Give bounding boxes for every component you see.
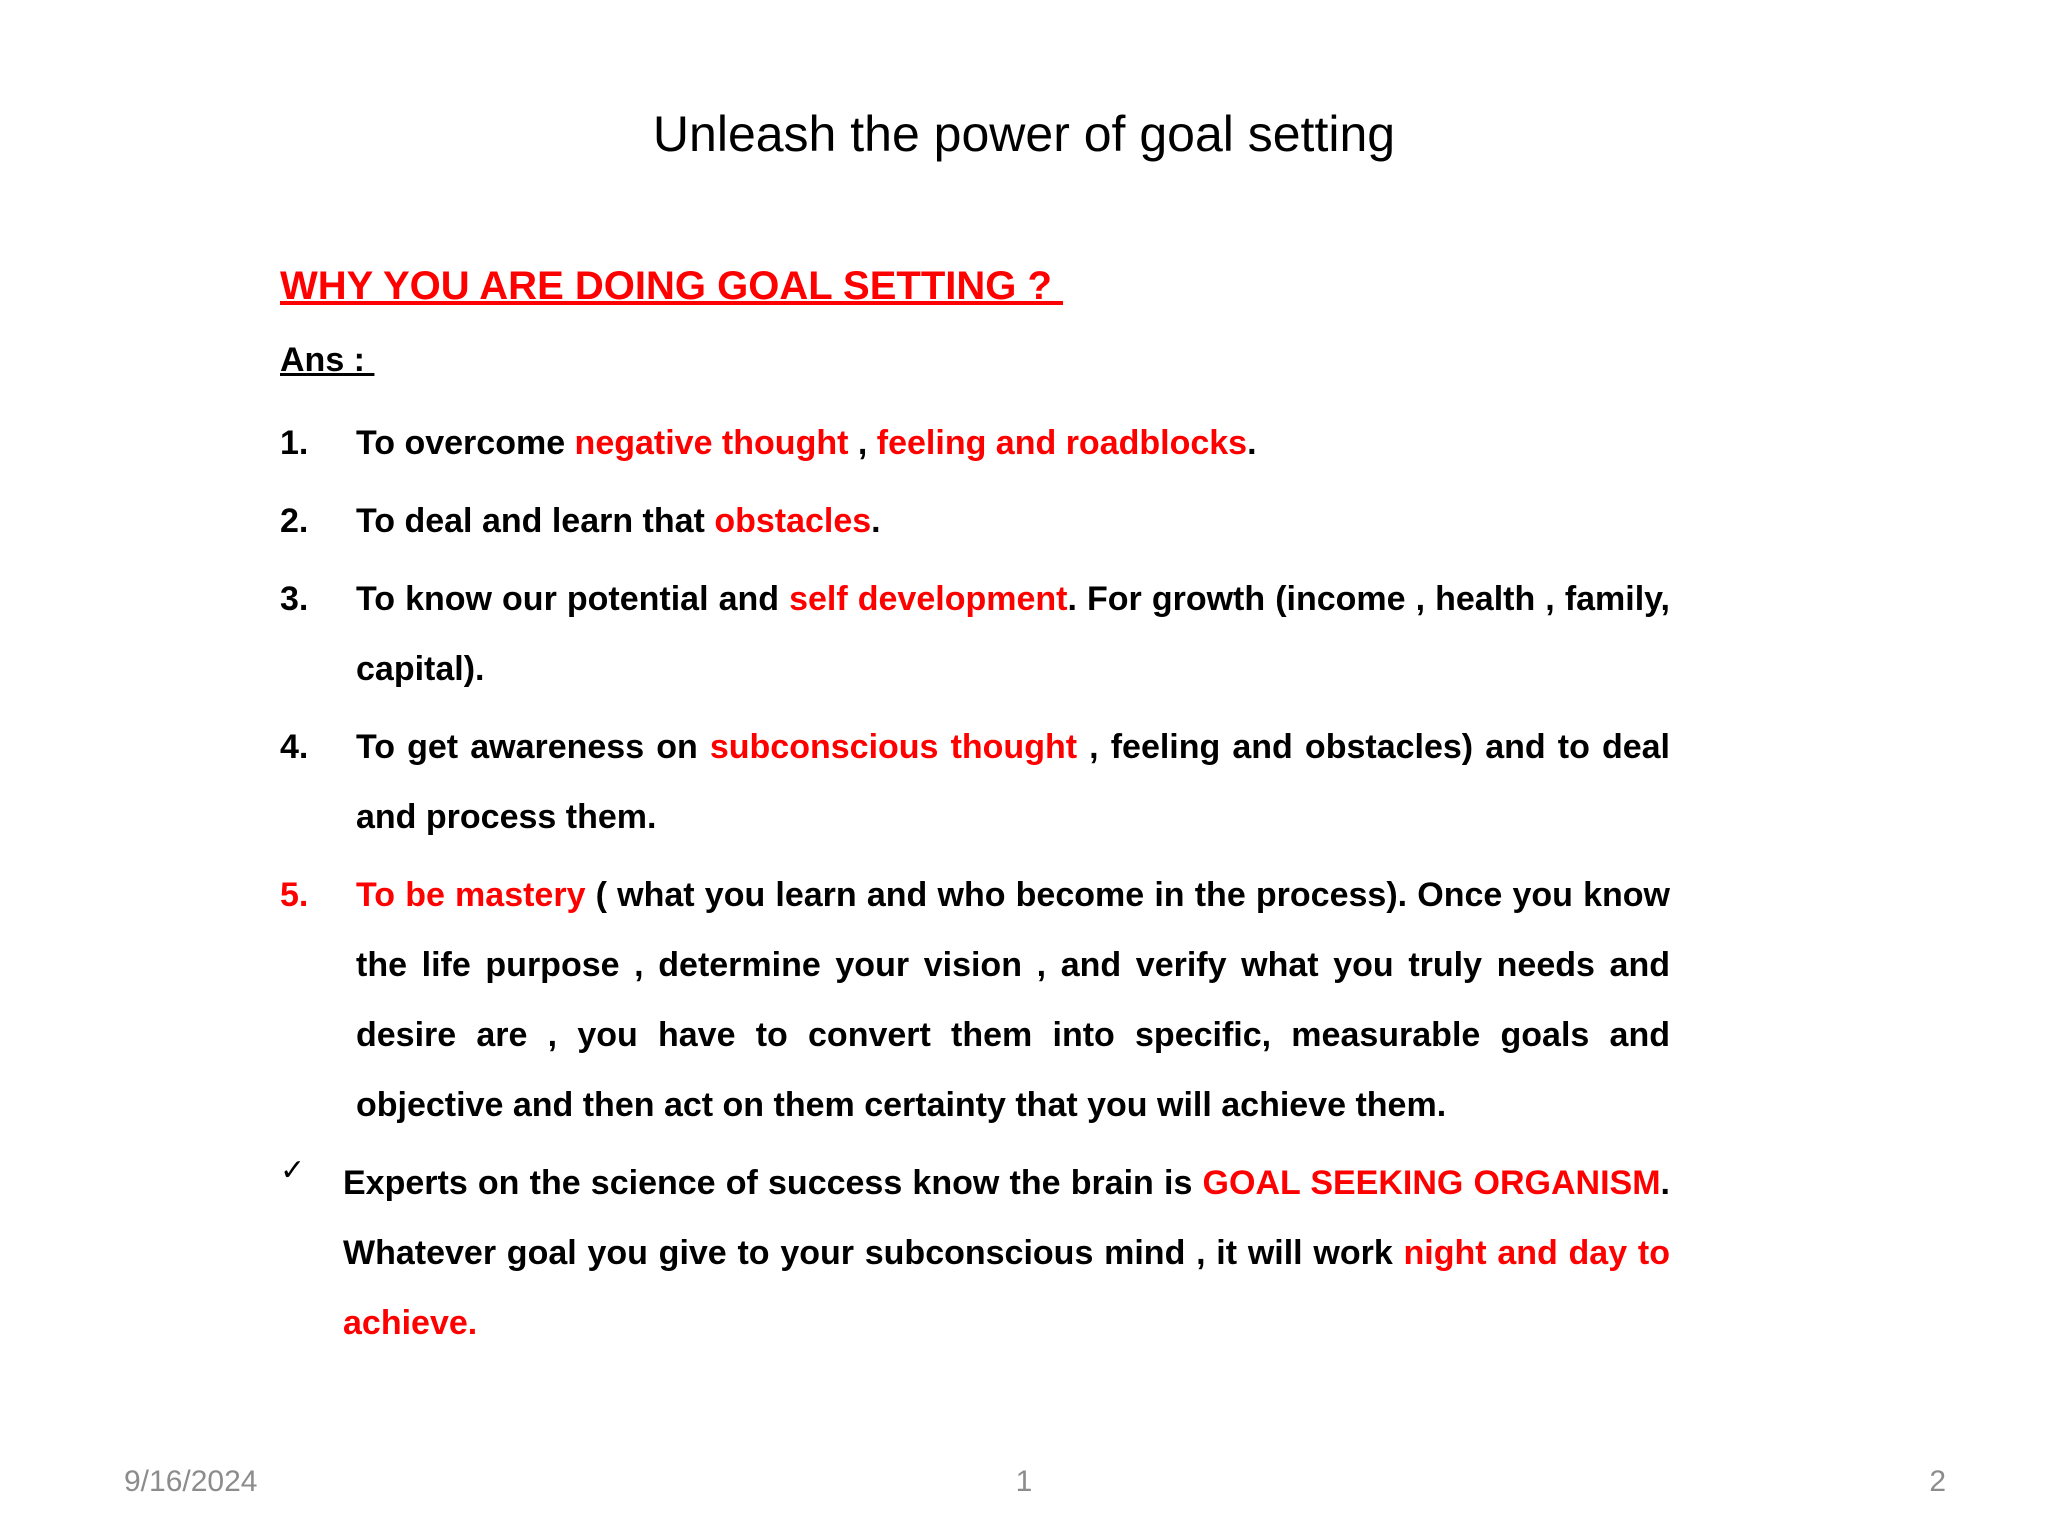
- body-text: To get awareness on: [356, 728, 710, 766]
- highlighted-text: self development: [789, 580, 1068, 618]
- highlighted-text: subconscious thought: [709, 728, 1078, 766]
- footer-date: 9/16/2024: [124, 1465, 258, 1498]
- highlighted-text: To be mastery: [356, 876, 586, 914]
- body-text: To overcome: [356, 424, 575, 462]
- highlighted-text: GOAL SEEKING ORGANISM: [1202, 1164, 1661, 1202]
- section-heading: WHY YOU ARE DOING GOAL SETTING ?: [280, 264, 1064, 308]
- highlighted-text: obstacles: [714, 502, 872, 540]
- body-text: . Whatever goal you give to your subconscious mind , it will work: [343, 1164, 1670, 1272]
- list-item: [280, 486, 1670, 556]
- list-item: [280, 712, 1670, 852]
- check-list-item: [280, 1148, 1670, 1358]
- slide-title: Unleash the power of goal setting: [652, 106, 1396, 162]
- list-item: [280, 564, 1670, 704]
- list-item: [280, 408, 1670, 478]
- highlighted-text: night and day to achieve.: [343, 1234, 1670, 1342]
- check-icon: ✓: [280, 1153, 306, 1188]
- footer-page-number: 2: [1929, 1465, 1946, 1498]
- check-item-text: [343, 1164, 1670, 1342]
- list-item-number: 3.: [280, 580, 309, 618]
- answer-label: Ans :: [280, 341, 375, 379]
- body-text: To know our potential and: [356, 580, 790, 618]
- list-item-number: 4.: [280, 728, 309, 766]
- list-item: [280, 860, 1670, 1140]
- list-item-number: 5.: [280, 876, 309, 914]
- list-item-number: 1.: [280, 424, 309, 462]
- highlighted-text: feeling and roadblocks: [876, 424, 1248, 462]
- footer-center-number: 1: [1015, 1465, 1033, 1498]
- list-item-number: 2.: [280, 502, 309, 540]
- body-text: ,: [848, 424, 877, 462]
- body-text: ( what you learn and who become in the process). Once you know the life purpose , determine your vision , and verify what you truly needs and desire are , you have to convert them into specific, measurable goals and objective and then act on them certainty that you will achieve them.: [356, 876, 1670, 1124]
- body-text: To deal and learn that: [356, 502, 715, 540]
- body-text: , feeling and obstacles) and to deal and process them.: [356, 728, 1670, 836]
- numbered-list: [280, 408, 1670, 1140]
- highlighted-text: negative thought: [574, 424, 849, 462]
- slide-body: [280, 258, 1670, 1358]
- body-text: .: [871, 502, 881, 540]
- body-text: . For growth (income , health , family, capital).: [356, 580, 1671, 688]
- body-text: Experts on the science of success know the brain is: [343, 1164, 1203, 1202]
- body-text: .: [1247, 424, 1257, 462]
